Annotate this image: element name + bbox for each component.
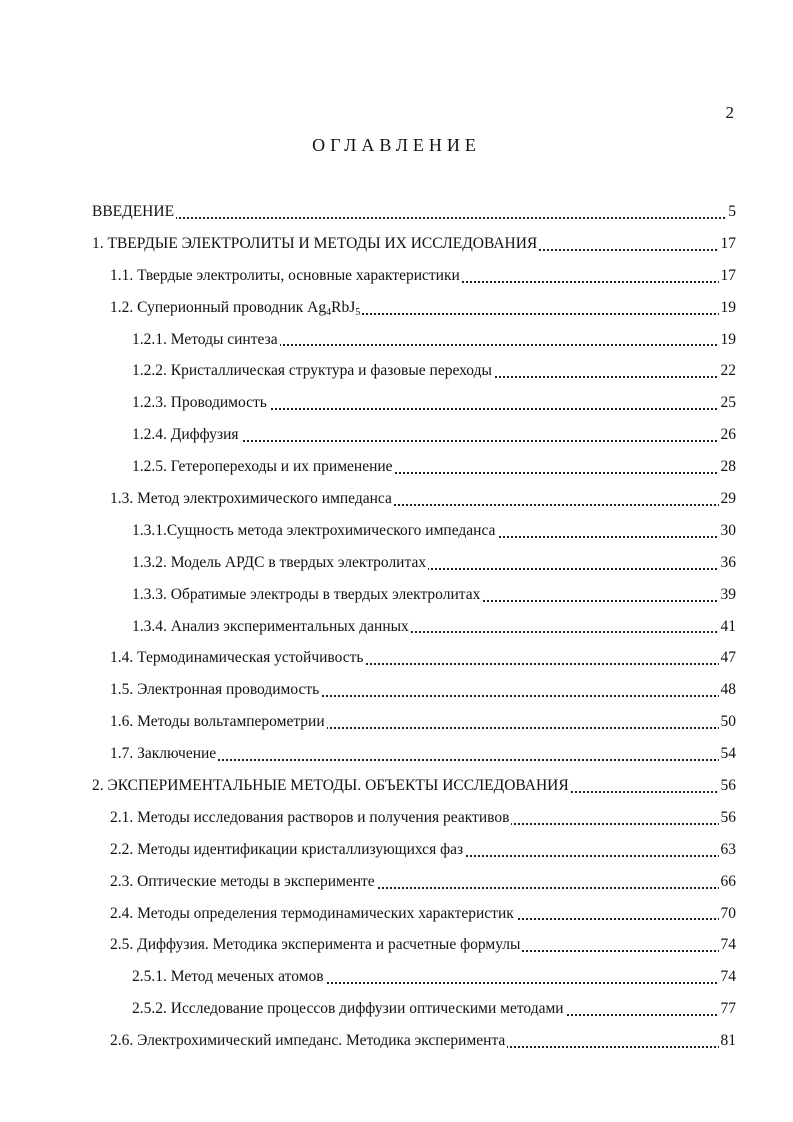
toc-entry-title: 1.3.2. Модель АРДС в твердых электролитах: [132, 553, 427, 571]
toc-entry-page: 36: [719, 547, 737, 579]
toc-entry-page: 63: [719, 834, 737, 866]
toc-entry: [92, 961, 736, 993]
toc-entry: [92, 611, 736, 643]
toc-entry: [92, 770, 736, 802]
toc-entry: [92, 260, 736, 292]
toc-entry: [92, 866, 736, 898]
toc-entry-title: 2.4. Методы определения термодинамических характеристик: [110, 904, 514, 922]
toc-entry: [92, 483, 736, 515]
toc-entry: [92, 929, 736, 961]
toc-entry-title: 1.3.3. Обратимые электроды в твердых электролитах: [132, 585, 481, 603]
toc-entry-title: 1.4. Термодинамическая устойчивость: [110, 649, 364, 667]
toc-entry-title: 2.6. Электрохимический импеданс. Методика эксперимента: [110, 1032, 506, 1050]
toc-entry-page: 56: [719, 802, 737, 834]
toc-entry: [92, 387, 736, 419]
toc-entry-title: 1.2.3. Проводимость: [132, 394, 267, 412]
toc-entry: [92, 324, 736, 356]
toc-entry-title: 1.2. Суперионный проводник $Ag_4RbJ_5$: [110, 298, 361, 318]
toc-entry-title: 1.1. Твердые электролиты, основные характеристики: [110, 266, 460, 284]
toc-entry: [92, 547, 736, 579]
toc-entry-title: 1.3. Метод электрохимического импеданса: [110, 490, 392, 508]
page-title: ОГЛАВЛЕНИЕ: [312, 135, 481, 155]
toc-entry-title: 1.7. Заключение: [110, 745, 217, 763]
toc-entry: [92, 706, 736, 738]
toc-entry-page: 74: [719, 929, 737, 961]
toc-entry-page: 56: [719, 770, 737, 802]
toc-entry-page: 66: [719, 866, 737, 898]
toc-entry: [92, 898, 736, 930]
toc-entry-page: 17: [719, 228, 737, 260]
toc-entry: [92, 834, 736, 866]
toc-entry-page: 5: [726, 196, 736, 228]
toc-entry: [92, 802, 736, 834]
toc-entry-page: 28: [719, 451, 737, 483]
toc-entry: [92, 642, 736, 674]
page-number: 2: [725, 103, 734, 122]
table-of-contents: [92, 196, 736, 1057]
toc-entry-title: 2.5. Диффузия. Методика эксперимента и расчетные формулы: [110, 936, 521, 954]
toc-entry: [92, 419, 736, 451]
toc-entry-page: 77: [719, 993, 737, 1025]
toc-entry-title: 1.3.1.Сущность метода электрохимического импеданса: [132, 521, 496, 539]
toc-entry-title: 2.2. Методы идентификации кристаллизующихся фаз: [110, 840, 464, 858]
toc-entry-title: 1.6. Методы вольтамперометрии: [110, 713, 325, 731]
toc-entry-title: 1. ТВЕРДЫЕ ЭЛЕКТРОЛИТЫ И МЕТОДЫ ИХ ИССЛЕДОВАНИЯ: [92, 234, 538, 252]
toc-entry-title: 1.5. Электронная проводимость: [110, 681, 320, 699]
toc-entry-title: 1.2.2. Кристаллическая структура и фазовые переходы: [132, 362, 492, 380]
toc-entry-page: 50: [719, 706, 737, 738]
toc-entry-page: 29: [719, 483, 737, 515]
toc-entry-page: 74: [719, 961, 737, 993]
toc-entry-page: 30: [719, 515, 737, 547]
toc-entry: [92, 579, 736, 611]
toc-entry-page: 19: [719, 292, 737, 324]
toc-entry-page: 22: [719, 355, 737, 387]
toc-entry-title: 2. ЭКСПЕРИМЕНТАЛЬНЫЕ МЕТОДЫ. ОБЪЕКТЫ ИССЛЕДОВАНИЯ: [92, 777, 569, 795]
toc-entry-title: 2.5.2. Исследование процессов диффузии оптическими методами: [132, 1000, 564, 1018]
toc-entry: [92, 738, 736, 770]
toc-entry-page: 39: [719, 579, 737, 611]
toc-entry-title: 1.2.5. Гетеропереходы и их применение: [132, 458, 393, 476]
toc-entry: [92, 451, 736, 483]
toc-entry-title: 1.2.1. Методы синтеза: [132, 330, 278, 348]
toc-entry-page: 25: [719, 387, 737, 419]
toc-entry: [92, 228, 736, 260]
toc-entry: [92, 355, 736, 387]
toc-entry: [92, 674, 736, 706]
toc-entry: [92, 993, 736, 1025]
toc-entry: [92, 196, 736, 228]
toc-entry: [92, 292, 736, 324]
toc-entry-page: 17: [719, 260, 737, 292]
toc-entry-page: 81: [719, 1025, 737, 1057]
toc-entry-page: 54: [719, 738, 737, 770]
toc-entry-page: 41: [719, 611, 737, 643]
toc-entry-title: 2.1. Методы исследования растворов и получения реактивов: [110, 808, 510, 826]
toc-entry-page: 19: [719, 324, 737, 356]
toc-entry-page: 70: [719, 898, 737, 930]
toc-entry-title: ВВЕДЕНИЕ: [92, 203, 175, 220]
toc-entry: [92, 515, 736, 547]
toc-entry-page: 26: [719, 419, 737, 451]
toc-entry: [92, 1025, 736, 1057]
toc-entry-page: 48: [719, 674, 737, 706]
toc-entry-title: 1.2.4. Диффузия: [132, 426, 239, 444]
toc-entry-title: 2.3. Оптические методы в эксперименте: [110, 872, 375, 890]
toc-entry-title: 1.3.4. Анализ экспериментальных данных: [132, 617, 409, 635]
toc-entry-page: 47: [719, 642, 737, 674]
toc-entry-title: 2.5.1. Метод меченых атомов: [132, 968, 324, 986]
dot-leader: [92, 217, 736, 219]
